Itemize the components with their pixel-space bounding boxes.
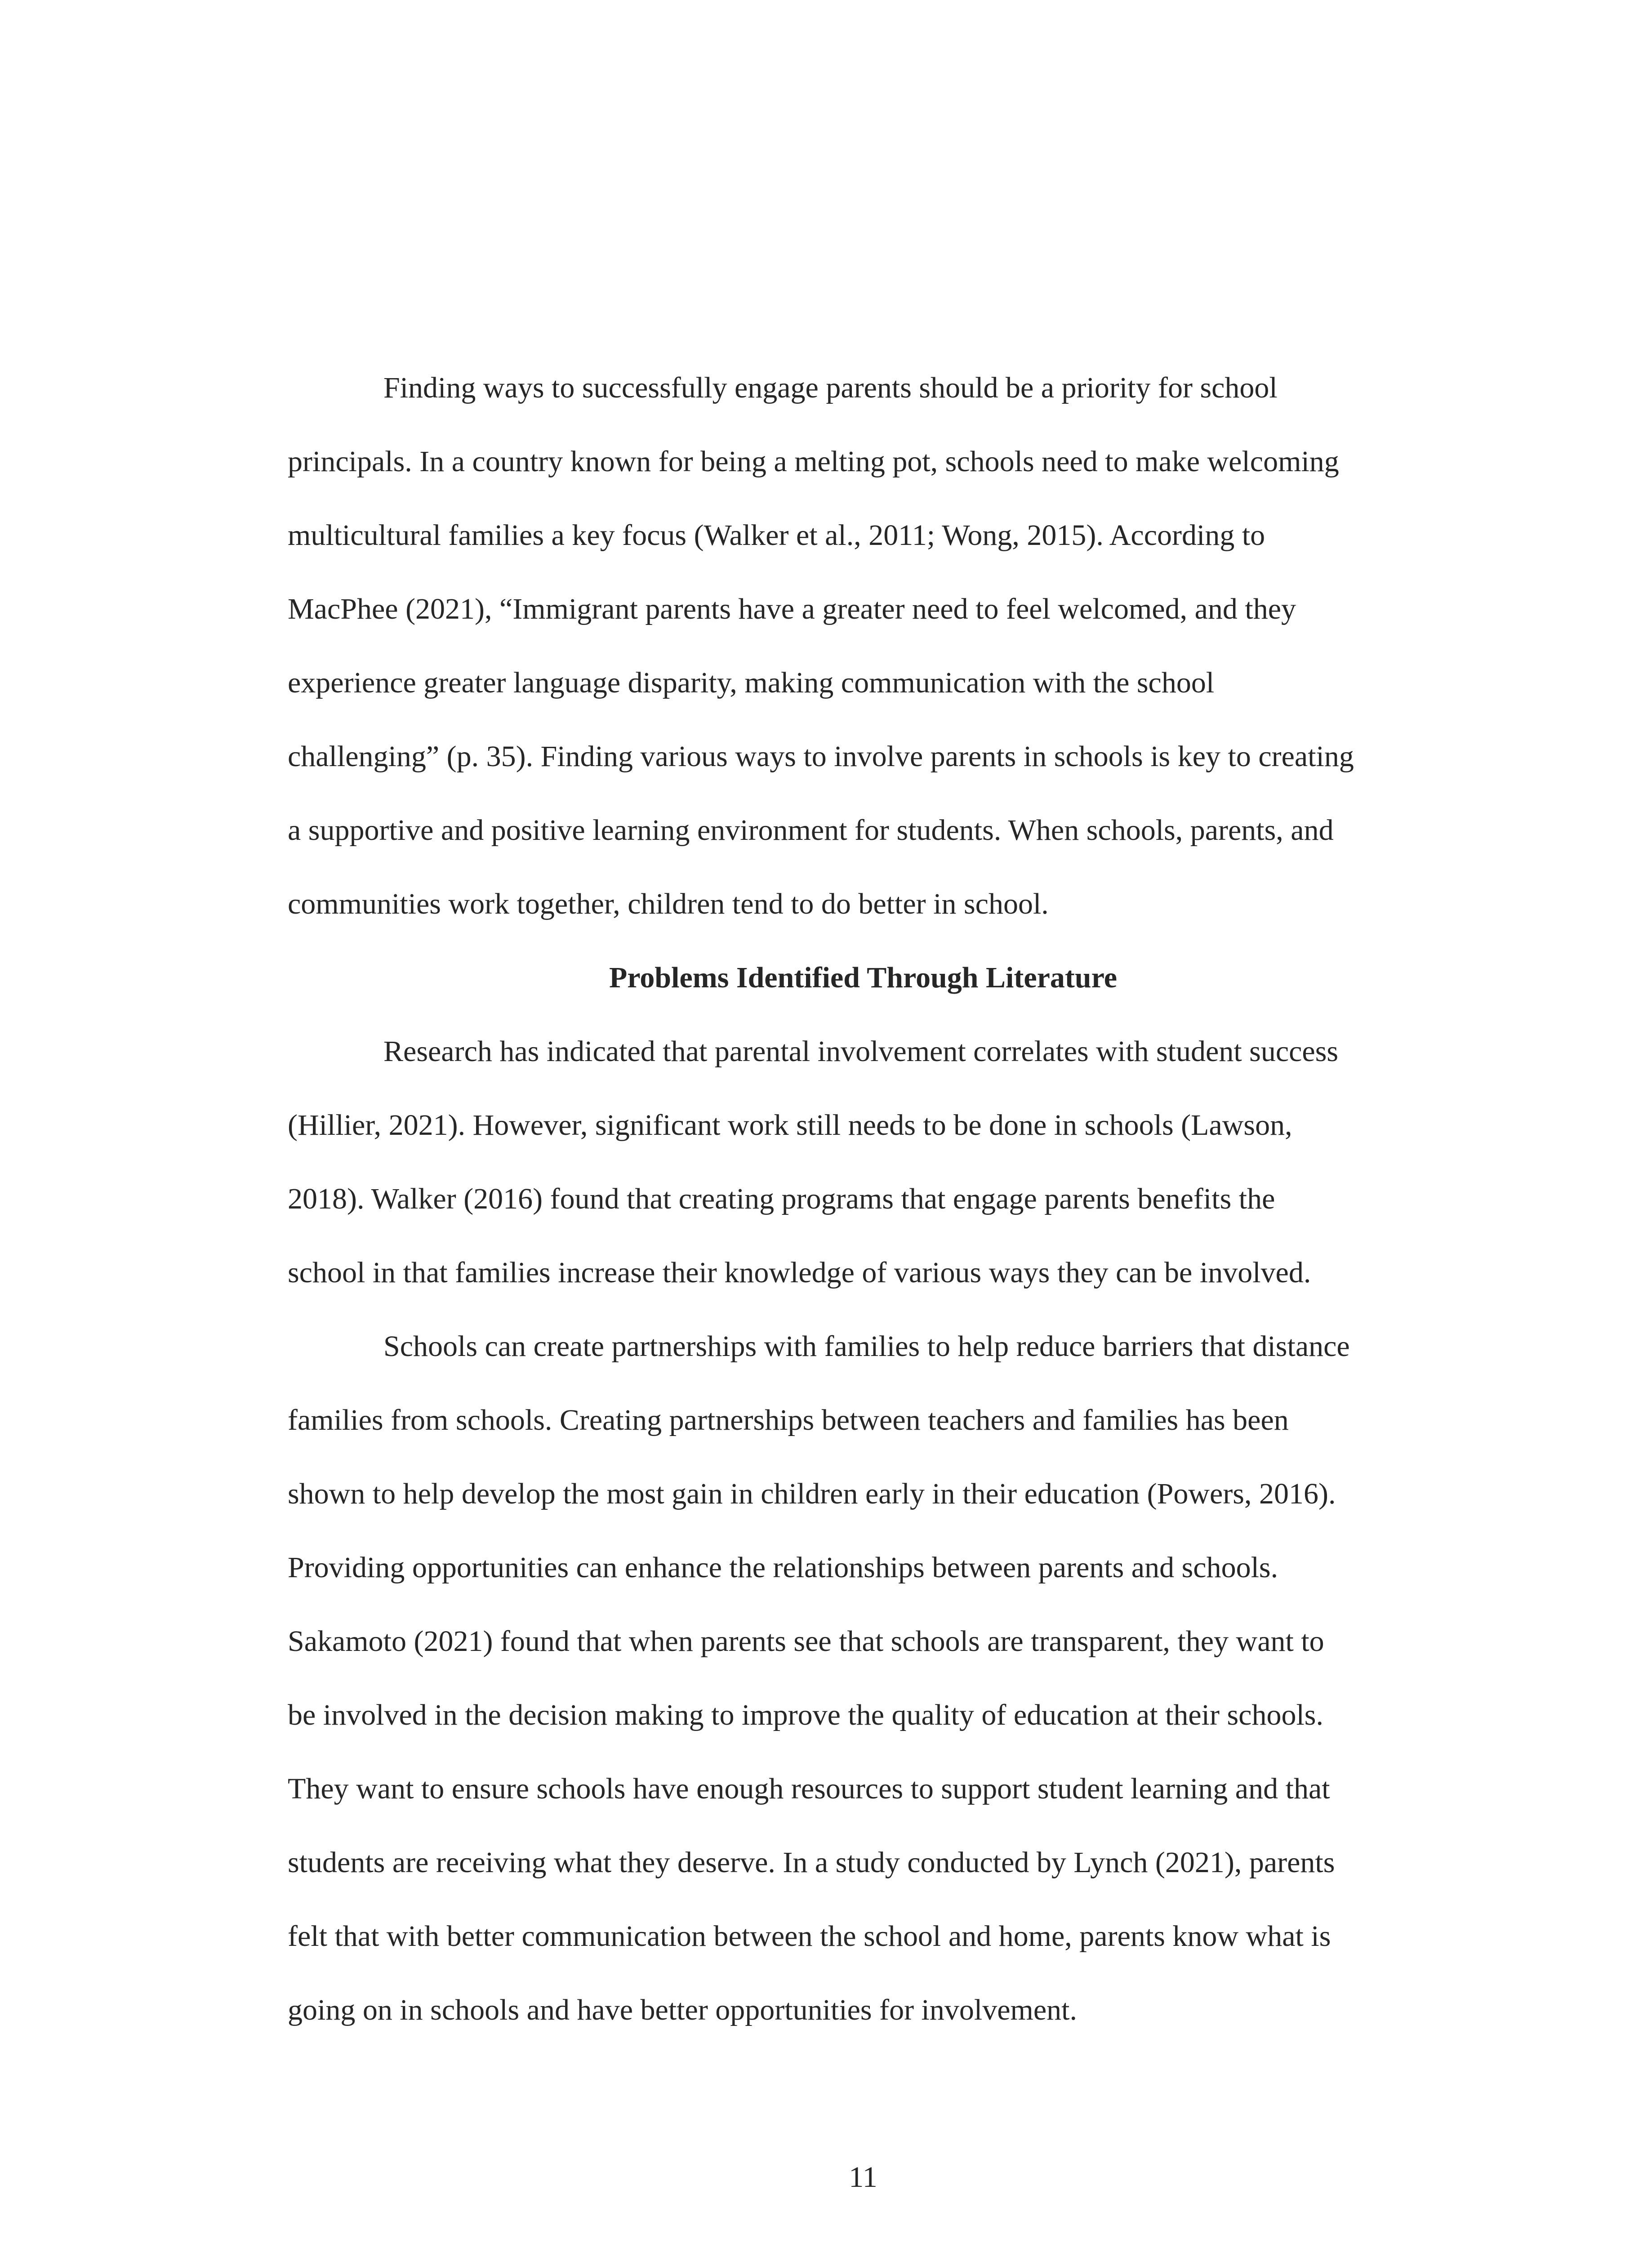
paragraph-line: Finding ways to successfully engage parents should be a priority for school <box>383 371 1278 404</box>
paragraph-line: shown to help develop the most gain in children early in their education (Powers, 2016). <box>288 1477 1336 1510</box>
paragraph-line: 2018). Walker (2016) found that creating programs that engage parents benefits the <box>288 1182 1275 1215</box>
section-heading: Problems Identified Through Literature <box>609 961 1117 994</box>
paragraph-line: Sakamoto (2021) found that when parents see that schools are transparent, they want to <box>288 1625 1324 1658</box>
paragraph-line: Research has indicated that parental involvement correlates with student success <box>383 1035 1339 1068</box>
paragraph-line: multicultural families a key focus (Walker et al., 2011; Wong, 2015). According to <box>288 519 1265 552</box>
paragraph-line: They want to ensure schools have enough resources to support student learning and that <box>288 1772 1330 1805</box>
paragraph-line: principals. In a country known for being a melting pot, schools need to make welcoming <box>288 445 1339 478</box>
paragraph-line: communities work together, children tend to do better in school. <box>288 888 1049 920</box>
paragraph-line: school in that families increase their knowledge of various ways they can be involved. <box>288 1256 1311 1289</box>
page-number: 11 <box>849 2161 877 2194</box>
paragraph-line: MacPhee (2021), “Immigrant parents have a greater need to feel welcomed, and they <box>288 593 1296 625</box>
paragraph-line: a supportive and positive learning environment for students. When schools, parents, and <box>288 814 1334 847</box>
paragraph-line: Providing opportunities can enhance the relationships between parents and schools. <box>288 1551 1278 1584</box>
paragraph-line: families from schools. Creating partnerships between teachers and families has been <box>288 1404 1289 1436</box>
paragraph-line: (Hillier, 2021). However, significant work still needs to be done in schools (Lawson, <box>288 1109 1292 1142</box>
paragraph-line: going on in schools and have better opportunities for involvement. <box>288 1994 1077 2026</box>
paragraph-line: Schools can create partnerships with families to help reduce barriers that distance <box>383 1330 1350 1363</box>
paragraph-line: students are receiving what they deserve. In a study conducted by Lynch (2021), parents <box>288 1846 1335 1879</box>
paragraph-line: challenging” (p. 35). Finding various ways to involve parents in schools is key to creating <box>288 740 1354 773</box>
paragraph-line: felt that with better communication between the school and home, parents know what is <box>288 1920 1331 1953</box>
paragraph-line: be involved in the decision making to improve the quality of education at their schools. <box>288 1699 1323 1731</box>
paragraph-line: experience greater language disparity, making communication with the school <box>288 666 1215 699</box>
